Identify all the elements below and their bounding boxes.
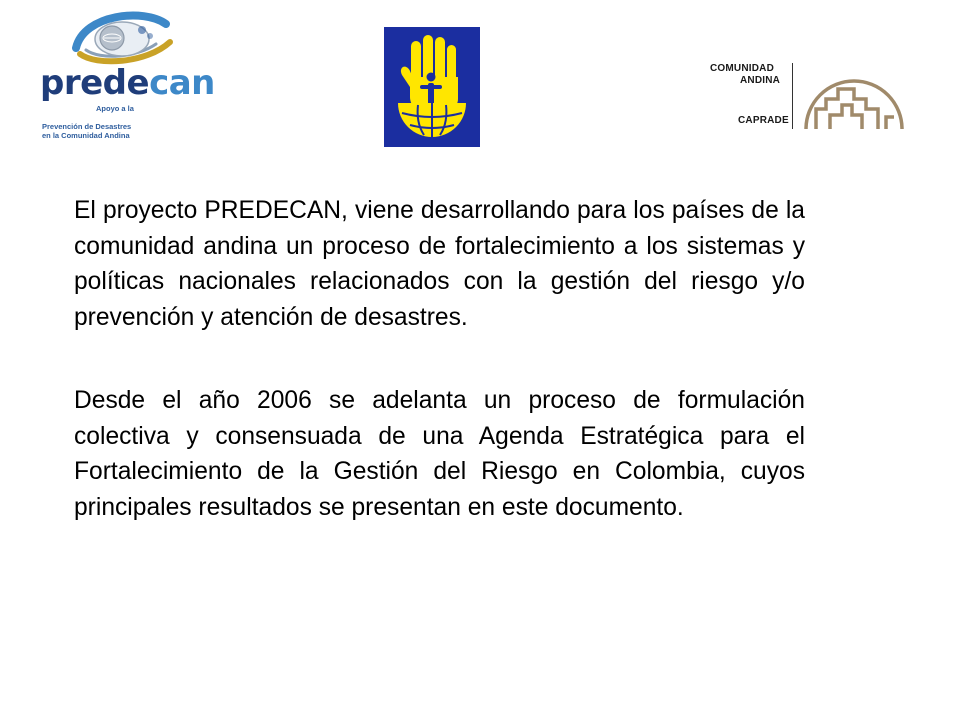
paragraph-agenda: Desde el año 2006 se adelanta un proceso de formulación colectiva y consensuada de una Agenda Estratégica para el Fortalecimiento de la Gestión del Riesgo en Colombia, cuyos principales resultados se presentan en este documento. — [74, 387, 805, 521]
predecan-tagline-line2: Prevención de Desastres — [42, 122, 132, 131]
main-content — [74, 193, 805, 525]
predecan-eye-icon — [66, 8, 192, 66]
hand-emblem-logo — [384, 27, 480, 147]
paragraph-project-intro: El proyecto PREDECAN, viene desarrollando para los países de la comunidad andina un proceso de fortalecimiento a los sistemas y políticas nacionales relacionados con la gestión del riesgo y/o prevención y atención de desastres. — [74, 197, 805, 331]
predecan-word-part1: prede — [40, 63, 150, 103]
predecan-wordmark — [40, 63, 215, 103]
predecan-logo — [36, 8, 215, 140]
predecan-tagline-line1: Apoyo a la — [96, 104, 134, 113]
andean-stepped-arch-icon — [800, 59, 908, 131]
can-line2: ANDINA — [740, 75, 781, 86]
can-line1: COMUNIDAD — [710, 63, 775, 74]
can-line3: CAPRADE — [738, 115, 789, 126]
predecan-word-part2: can — [149, 63, 215, 103]
hand-globe-emblem-icon — [384, 27, 480, 147]
predecan-tagline-line3: en la Comunidad Andina — [42, 131, 130, 140]
comunidad-andina-logo — [700, 55, 910, 135]
can-divider — [792, 63, 793, 129]
